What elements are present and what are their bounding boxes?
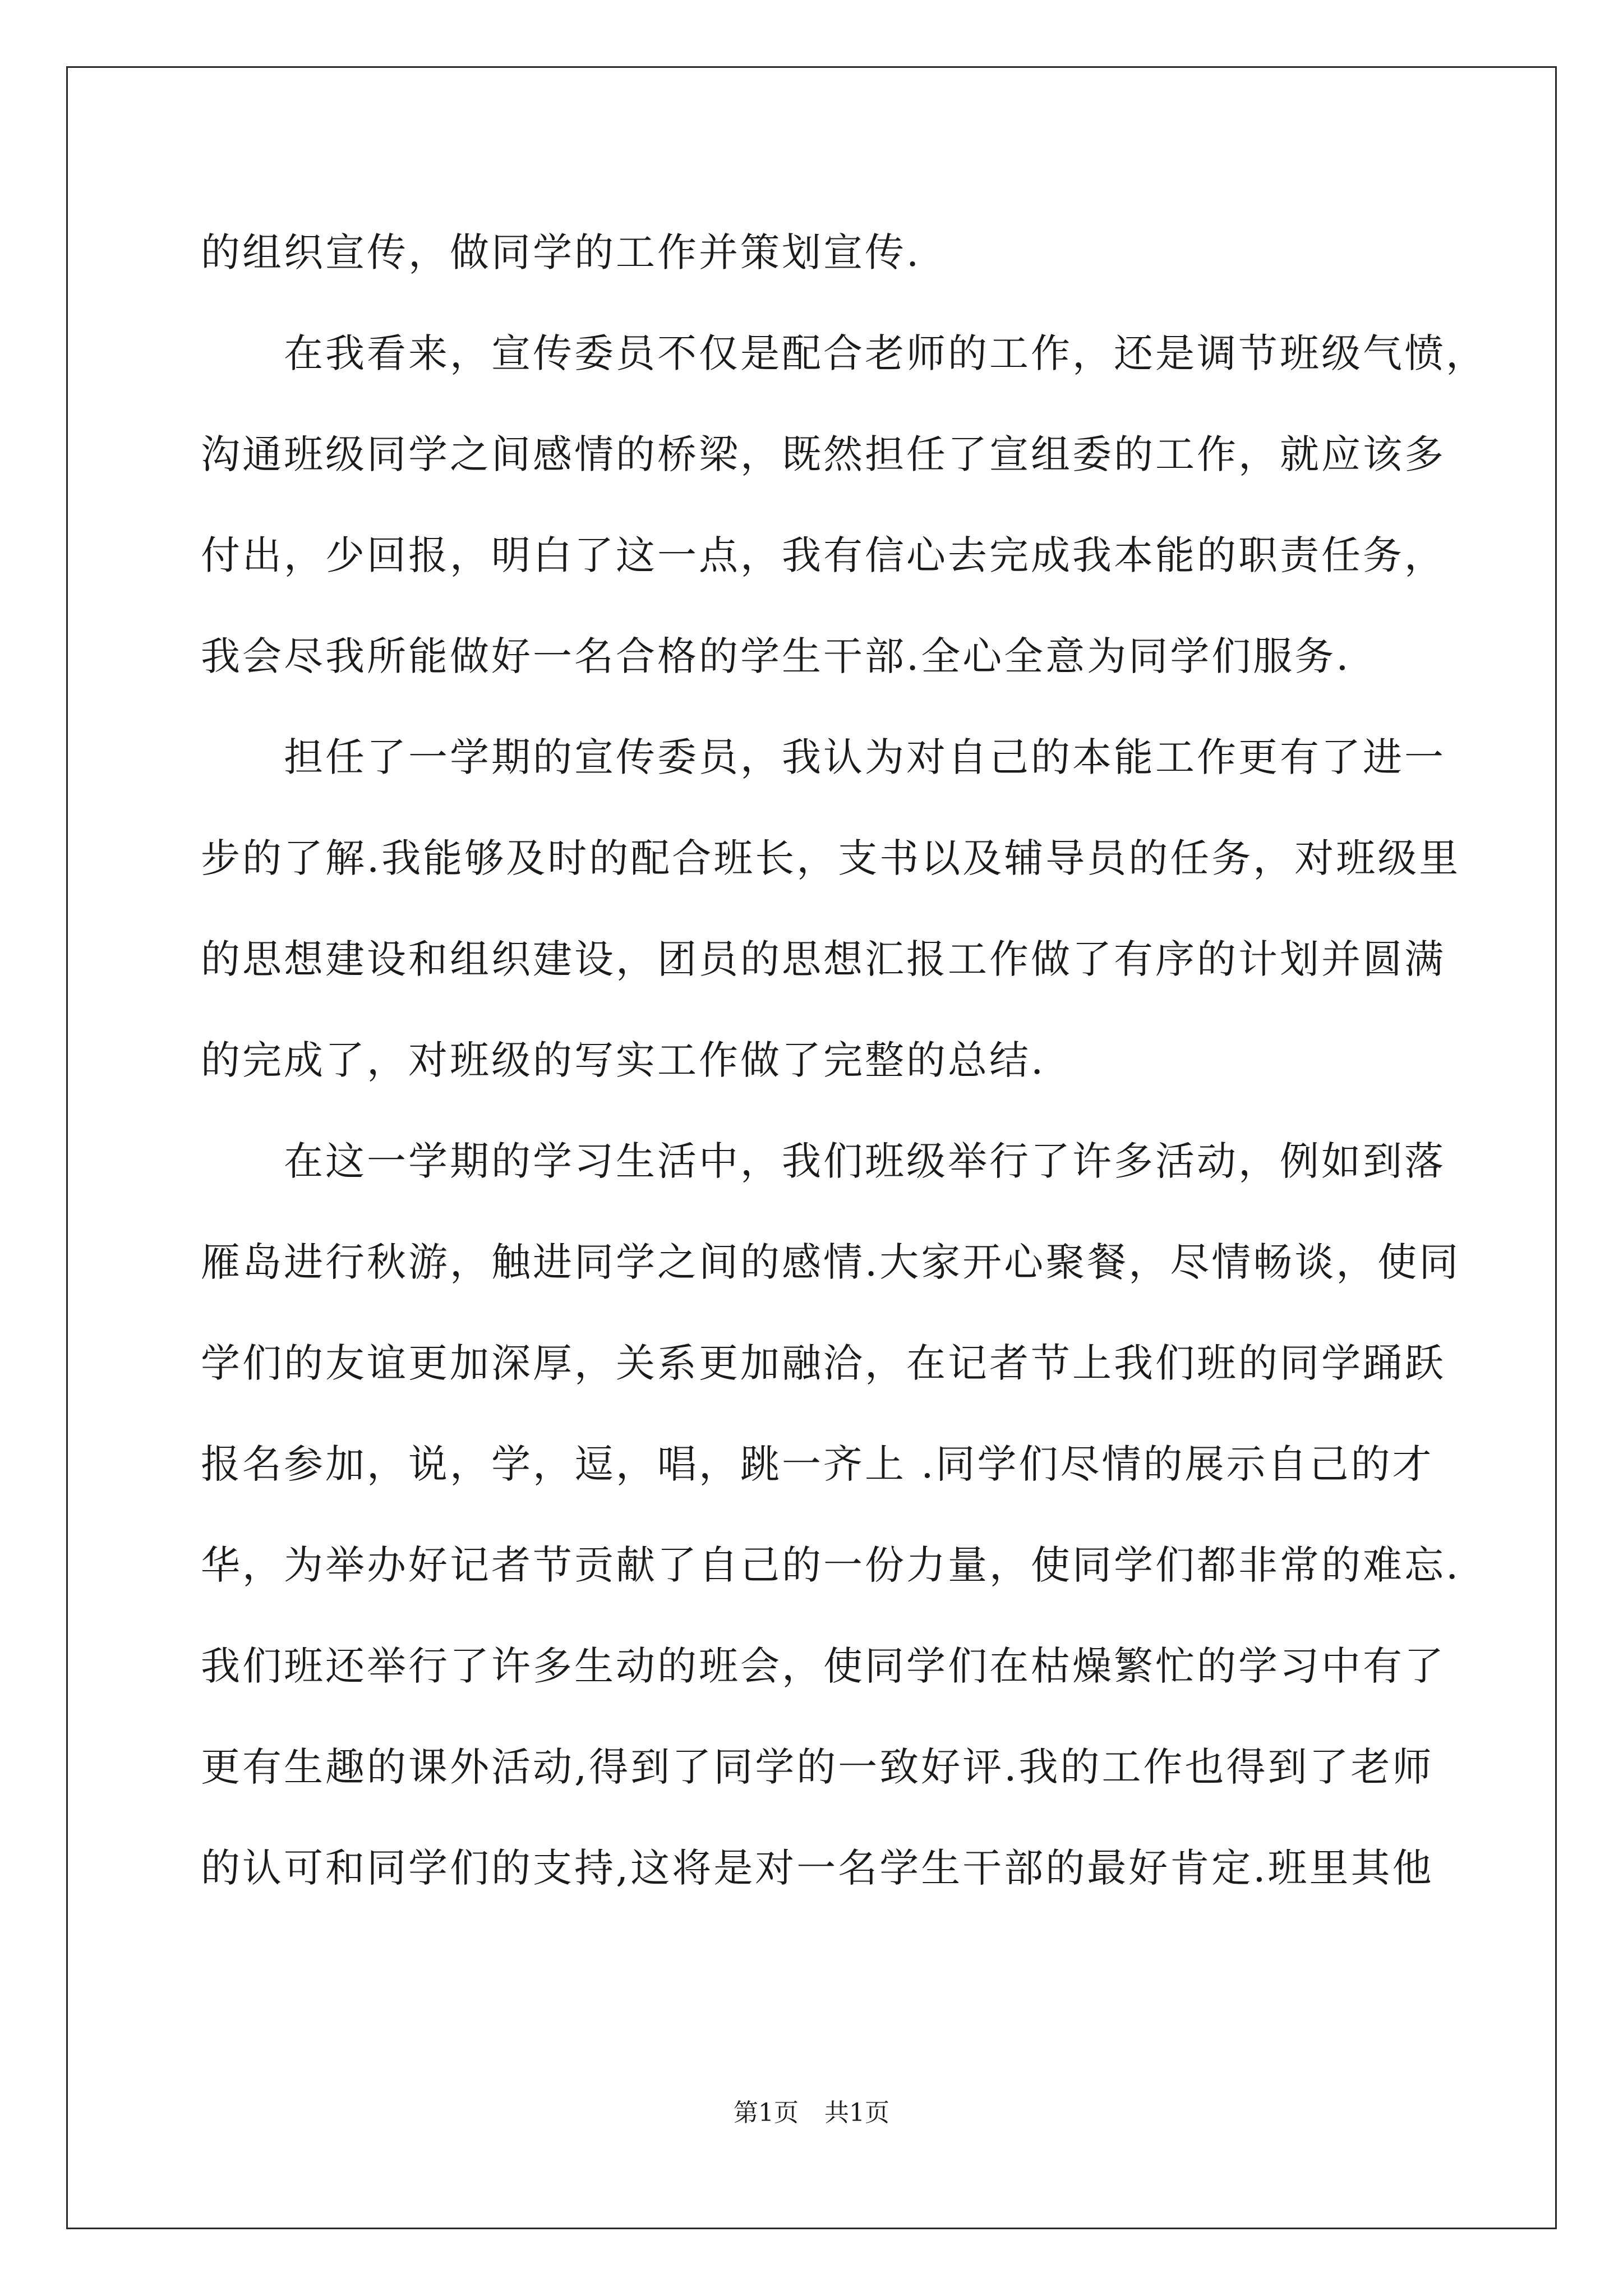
text-line: 沟通班级同学之间感情的桥梁，既然担任了宣组委的工作，就应该多	[201, 431, 1446, 477]
text-line: 更有生趣的课外活动,得到了同学的一致好评.我的工作也得到了老师	[201, 1744, 1434, 1790]
page-number-total: 共1页	[824, 2099, 889, 2127]
text-line: 付出，少回报，明白了这一点，我有信心去完成我本能的职责任务，	[201, 532, 1446, 578]
page-footer	[0, 2092, 1623, 2128]
text-line: 我会尽我所能做好一名合格的学生干部.全心全意为同学们服务.	[201, 633, 1351, 679]
paragraph-start-line: 在这一学期的学习生活中，我们班级举行了许多活动，例如到落	[284, 1138, 1446, 1184]
text-line: 华，为举办好记者节贡献了自己的一份力量，使同学们都非常的难忘.	[201, 1542, 1461, 1588]
text-line: 雁岛进行秋游，触进同学之间的感情.大家开心聚餐，尽情畅谈，使同	[201, 1239, 1461, 1285]
page-number-current: 第1页	[734, 2099, 799, 2127]
text-line: 的思想建设和组织建设，团员的思想汇报工作做了有序的计划并圆满	[201, 936, 1446, 982]
paragraph-start-line: 在我看来，宣传委员不仅是配合老师的工作，还是调节班级气愤，	[284, 330, 1487, 376]
document-body	[201, 202, 1487, 1918]
text-line: 步的了解.我能够及时的配合班长，支书以及辅导员的任务，对班级里	[201, 835, 1461, 881]
paragraph-start-line: 担任了一学期的宣传委员，我认为对自己的本能工作更有了进一	[284, 734, 1446, 780]
text-line: 的认可和同学们的支持,这将是对一名学生干部的最好肯定.班里其他	[201, 1845, 1434, 1891]
text-line: 的组织宣传，做同学的工作并策划宣传.	[201, 229, 921, 275]
text-line: 学们的友谊更加深厚，关系更加融洽，在记者节上我们班的同学踊跃	[201, 1340, 1446, 1386]
text-line: 我们班还举行了许多生动的班会，使同学们在枯燥繁忙的学习中有了	[201, 1643, 1446, 1689]
text-line: 报名参加，说，学，逗，唱，跳一齐上 .同学们尽情的展示自己的才	[201, 1441, 1434, 1487]
text-line: 的完成了，对班级的写实工作做了完整的总结.	[201, 1037, 1046, 1083]
